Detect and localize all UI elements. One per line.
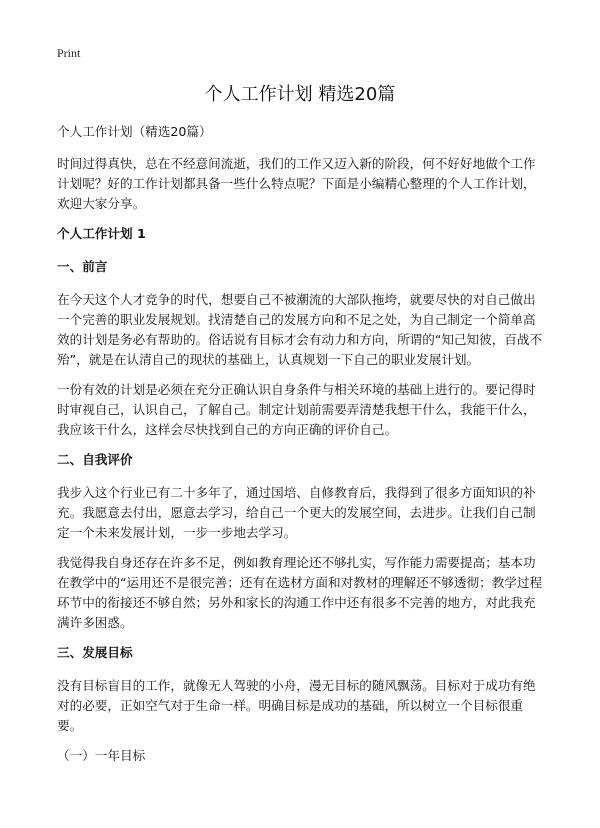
document-subtitle: 个人工作计划（精选20篇） (57, 124, 212, 139)
paragraph: 我步入这个行业已有二十多年了，通过国培、自修教育后，我得到了很多方面知识的补充。我愿意去付出，愿意去学习，给自己一个更大的发展空间，去进步。让我们自己制定一个未来发展计划，一步一步地去学习。 (57, 485, 536, 540)
sub-heading-one-year-goal: （一）一年目标 (57, 748, 146, 763)
plan-heading: 个人工作计划 1 (57, 226, 146, 241)
print-label: Print (57, 46, 81, 60)
paragraph: 在今天这个人才竞争的时代，想要自己不被潮流的大部队拖垮，就要尽快的对自己做出一个完善的职业发展规划。找清楚自己的发展方向和不足之处，为自己制定一个简单高效的计划是务必有帮助的。俗话说有目标才会有动力和方向，所谓的“知己知彼，百战不殆”，就是在认清自己的现状的基础上，认真规划一下自己的职业发展计划。 (57, 292, 543, 367)
page-title: 个人工作计划 精选20篇 (204, 84, 396, 105)
intro-paragraph: 时间过得真快，总在不经意间流逝，我们的工作又迈入新的阶段，何不好好地做个工作计划呢？好的工作计划都具备一些什么特点呢？下面是小编精心整理的个人工作计划，欢迎大家分享。 (57, 156, 536, 211)
document-body (57, 122, 545, 776)
paragraph: 没有目标盲目的工作，就像无人驾驶的小舟，漫无目标的随风飘荡。目标对于成功有绝对的必要，正如空气对于生命一样。明确目标是成功的基础，所以树立一个目标很重要。 (57, 678, 536, 733)
paragraph: 我觉得我自身还存在许多不足，例如教育理论还不够扎实，写作能力需要提高；基本功在教学中的“运用还不是很完善；还有在选材方面和对教材的理解还不够透彻；教学过程环节中的衔接还不够自然；另外和家长的沟通工作中还有很多不完善的地方，对此我充满许多困惑。 (57, 555, 543, 630)
section-heading-goals: 三、发展目标 (57, 645, 133, 660)
paragraph: 一份有效的计划是必须在充分正确认识自身条件与相关环境的基础上进行的。要记得时时审视自己，认识自己，了解自己。制定计划前需要弄清楚我想干什么，我能干什么，我应该干什么，这样会尽快找到自己的方向正确的评价自己。 (57, 382, 536, 437)
section-heading-foreword: 一、前言 (57, 259, 108, 274)
section-heading-self-evaluation: 二、自我评价 (57, 452, 133, 467)
